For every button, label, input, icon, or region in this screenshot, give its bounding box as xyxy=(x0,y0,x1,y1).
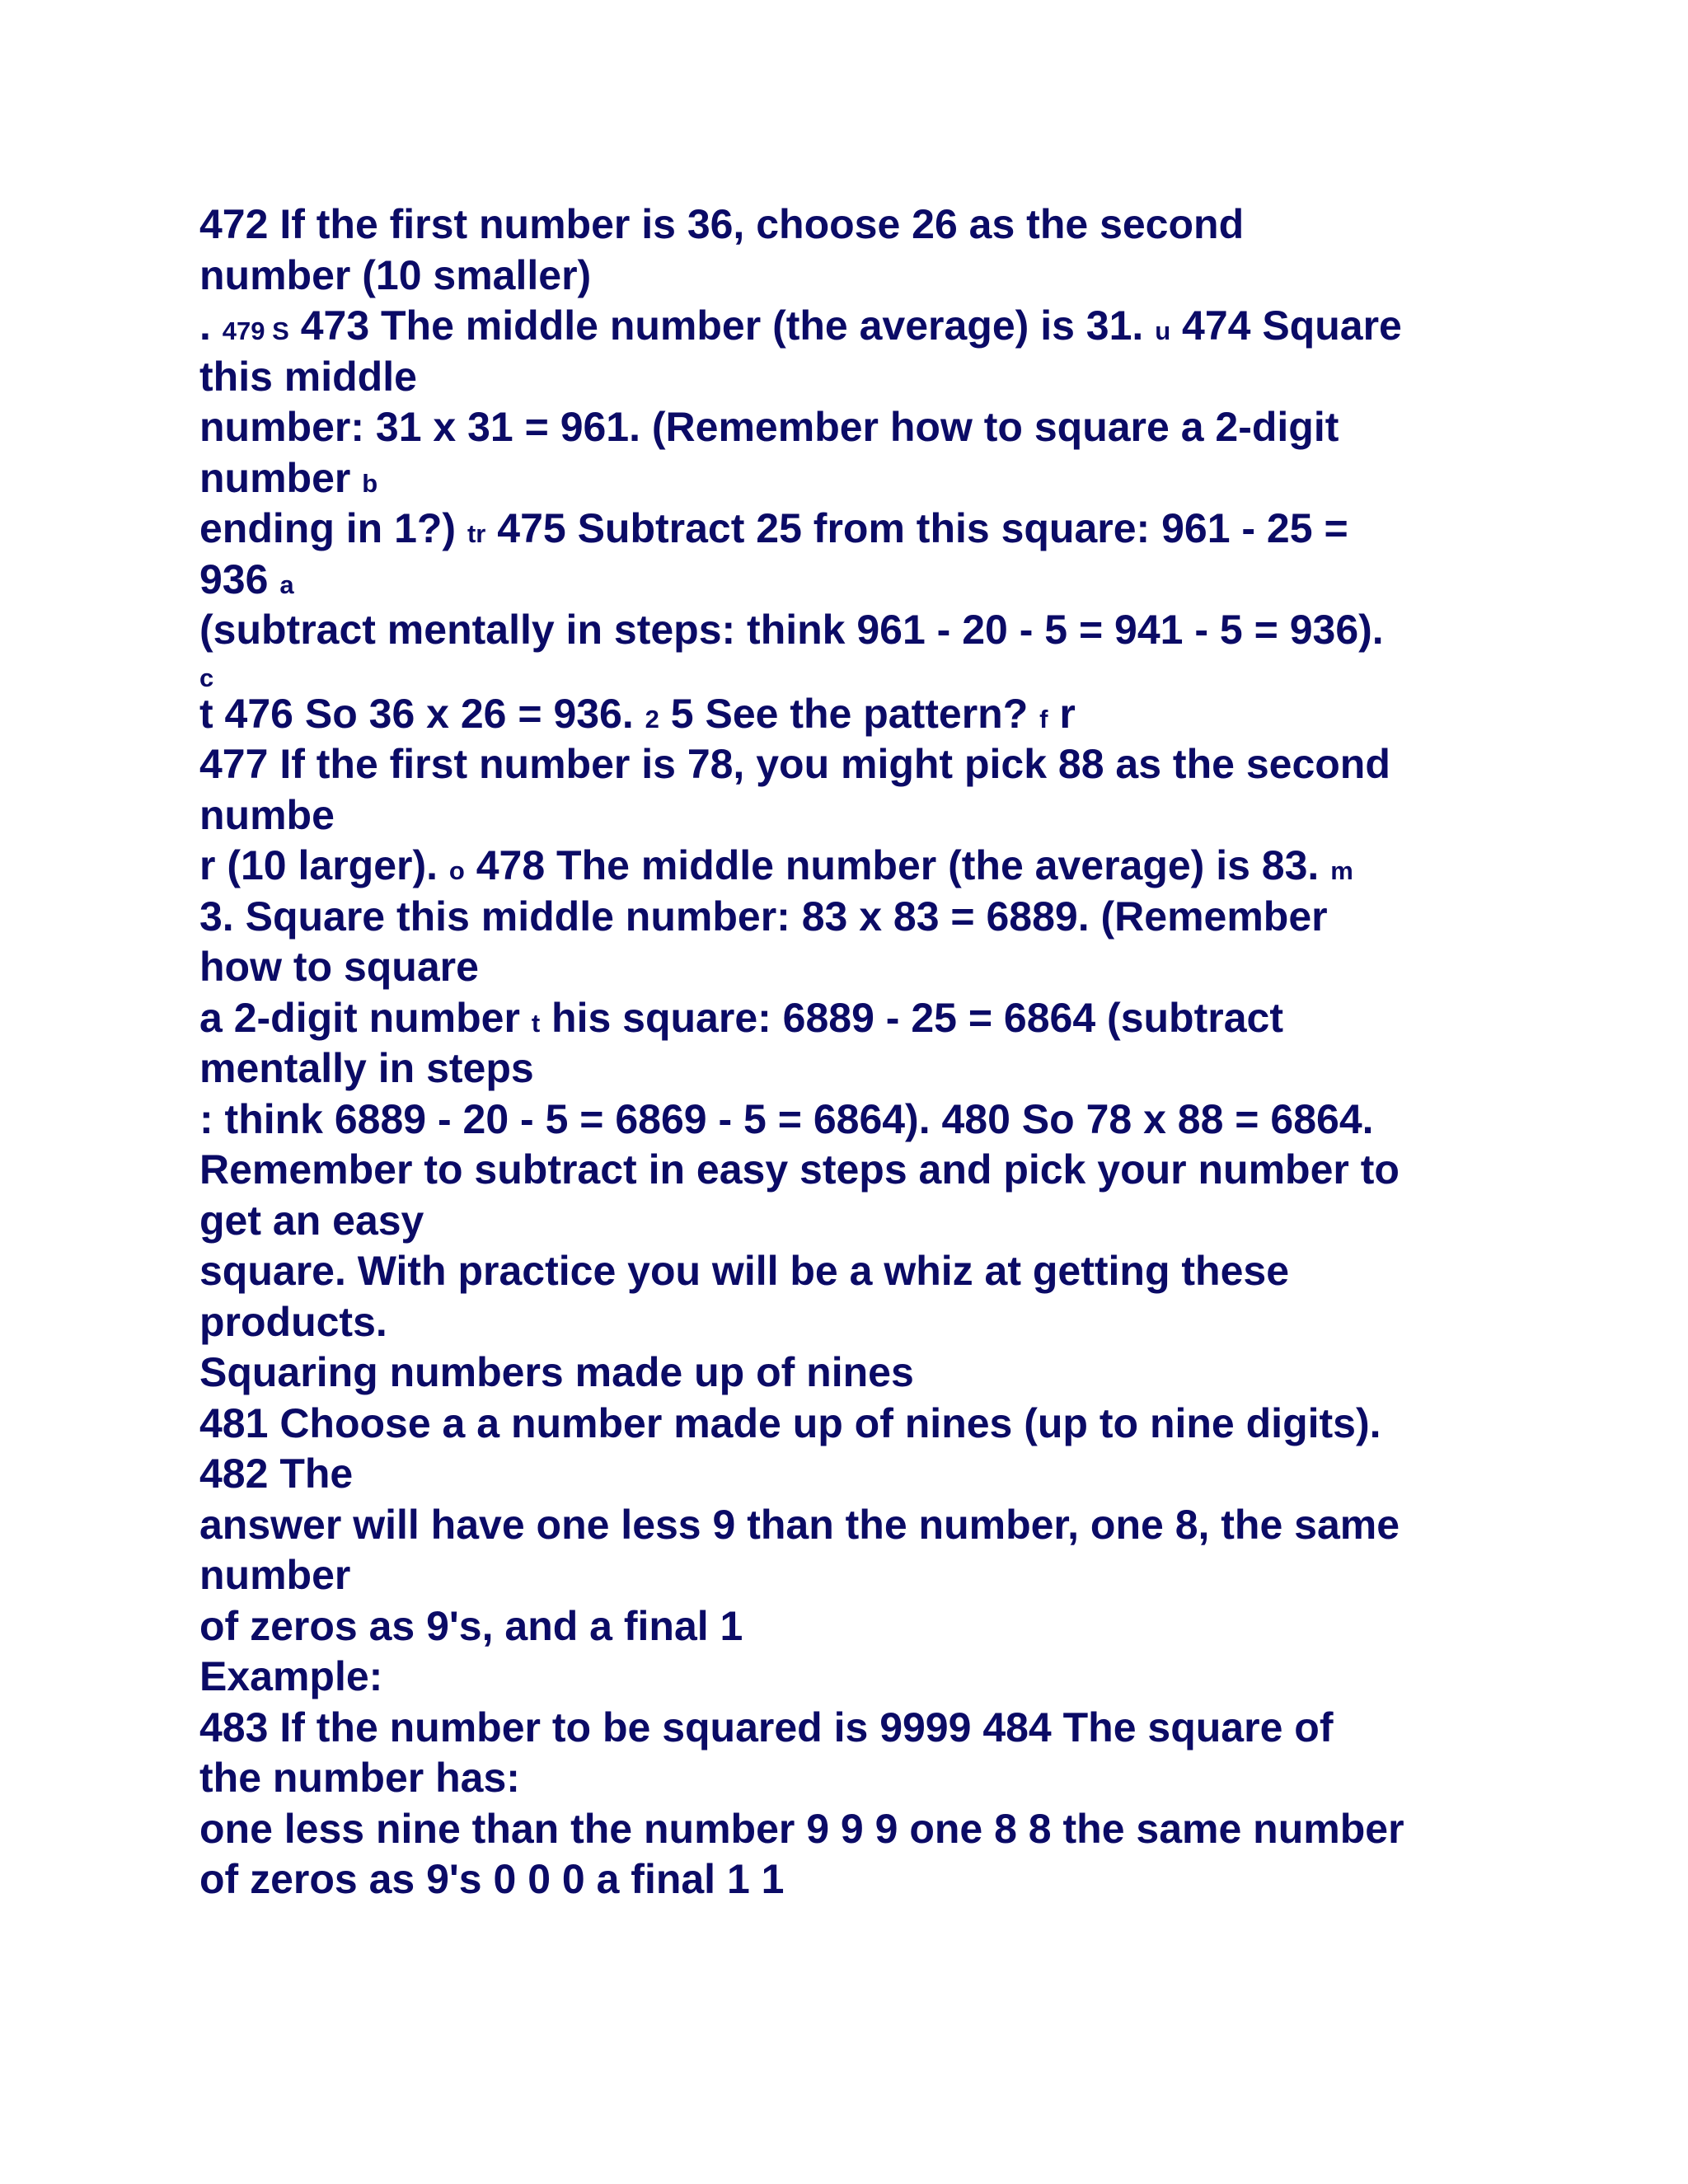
stray-fragment: c xyxy=(199,663,214,692)
text-line xyxy=(199,1753,1551,1804)
text-segment: . xyxy=(199,302,223,349)
text-line xyxy=(199,1804,1551,1855)
text-line xyxy=(199,1703,1551,1754)
text-line xyxy=(199,352,1551,403)
text-line xyxy=(199,689,1551,740)
text-segment: 472 If the first number is 36, choose 26 as the second xyxy=(199,201,1245,247)
text-line xyxy=(199,1601,1551,1652)
text-line xyxy=(199,1043,1551,1094)
text-segment: square. With practice you will be a whiz at getting these xyxy=(199,1248,1290,1294)
text-segment: 5 See the pattern? xyxy=(659,690,1040,737)
text-segment: 3. Square this middle number: 83 x 83 = 6889. (Remember xyxy=(199,893,1328,940)
text-segment: 482 The xyxy=(199,1451,354,1497)
text-segment: how to square xyxy=(199,944,479,990)
text-segment: number xyxy=(199,454,363,501)
text-segment: one less nine than the number 9 9 9 one 8 8 the same number xyxy=(199,1805,1404,1852)
text-line xyxy=(199,605,1551,656)
text-segment: Example: xyxy=(199,1653,383,1699)
text-line xyxy=(199,841,1551,892)
text-segment: number: 31 x 31 = 961. (Remember how to square a 2-digit xyxy=(199,404,1339,450)
stray-fragment: tr xyxy=(467,519,486,548)
stray-fragment: 479 S xyxy=(222,316,289,345)
text-line xyxy=(199,942,1551,993)
text-segment: mentally in steps xyxy=(199,1045,534,1091)
text-line xyxy=(199,1246,1551,1297)
text-segment: get an easy xyxy=(199,1197,424,1244)
text-line xyxy=(199,1854,1551,1905)
text-line xyxy=(199,1550,1551,1601)
stray-fragment: t xyxy=(531,1008,541,1038)
stray-fragment: b xyxy=(362,468,378,498)
text-line xyxy=(199,993,1551,1044)
text-line xyxy=(199,301,1551,352)
text-segment: a 2-digit number xyxy=(199,994,532,1041)
stray-fragment: o xyxy=(448,856,465,885)
stray-fragment: m xyxy=(1330,856,1353,885)
text-line xyxy=(199,1297,1551,1348)
text-segment: numbe xyxy=(199,791,335,838)
text-segment: 477 If the first number is 78, you might pick 88 as the second xyxy=(199,741,1390,787)
stray-fragment: f xyxy=(1039,704,1048,733)
text-line xyxy=(199,656,1551,692)
text-line xyxy=(199,892,1551,943)
text-line xyxy=(199,1145,1551,1196)
text-line xyxy=(199,504,1551,555)
text-line xyxy=(199,1094,1551,1146)
text-segment: this middle xyxy=(199,353,417,400)
text-line xyxy=(199,555,1551,606)
text-segment: Remember to subtract in easy steps and pick your number to xyxy=(199,1146,1400,1193)
text-segment: (subtract mentally in steps: think 961 - 20 - 5 = 941 - 5 = 936). xyxy=(199,607,1384,653)
text-line xyxy=(199,790,1551,841)
text-segment: answer will have one less 9 than the number, one 8, the same xyxy=(199,1501,1400,1548)
text-segment: 483 If the number to be squared is 9999 484 The square of xyxy=(199,1704,1334,1750)
text-segment: 475 Subtract 25 from this square: 961 - 25 = xyxy=(485,505,1348,551)
text-segment: Squaring numbers made up of nines xyxy=(199,1349,914,1395)
text-segment: the number has: xyxy=(199,1755,520,1801)
text-segment: 474 Square xyxy=(1170,302,1402,349)
text-line xyxy=(199,199,1551,251)
text-line xyxy=(199,1449,1551,1500)
text-line xyxy=(199,402,1551,453)
text-line xyxy=(199,1196,1551,1247)
text-segment: 481 Choose a a number made up of nines (up to nine digits). xyxy=(199,1399,1381,1446)
text-segment: of zeros as 9's, and a final 1 xyxy=(199,1602,743,1649)
text-segment: ending in 1?) xyxy=(199,505,467,551)
text-segment: : think 6889 - 20 - 5 = 6869 - 5 = 6864). 480 So 78 x 88 = 6864. xyxy=(199,1095,1374,1142)
text-segment: his square: 6889 - 25 = 6864 (subtract xyxy=(540,994,1283,1041)
text-segment: r xyxy=(1048,690,1076,737)
text-segment: t 476 So 36 x 26 = 936. xyxy=(199,690,645,737)
text-segment: number xyxy=(199,1552,351,1598)
text-line xyxy=(199,1399,1551,1450)
text-segment: 478 The middle number (the average) is 83. xyxy=(464,842,1331,888)
stray-fragment: 2 xyxy=(645,704,659,733)
text-segment: 936 xyxy=(199,555,280,602)
text-line xyxy=(199,1347,1551,1399)
text-segment: number (10 smaller) xyxy=(199,251,592,298)
text-segment: products. xyxy=(199,1298,387,1345)
document-body xyxy=(199,199,1551,1905)
stray-fragment: a xyxy=(279,569,294,599)
stray-fragment: u xyxy=(1155,316,1171,345)
text-segment: of zeros as 9's 0 0 0 a final 1 1 xyxy=(199,1856,785,1902)
text-segment: 473 The middle number (the average) is 31. xyxy=(288,302,1156,349)
text-line xyxy=(199,739,1551,790)
text-line xyxy=(199,1500,1551,1551)
text-line xyxy=(199,453,1551,504)
text-line xyxy=(199,251,1551,302)
text-line xyxy=(199,1652,1551,1703)
text-segment: r (10 larger). xyxy=(199,842,449,888)
